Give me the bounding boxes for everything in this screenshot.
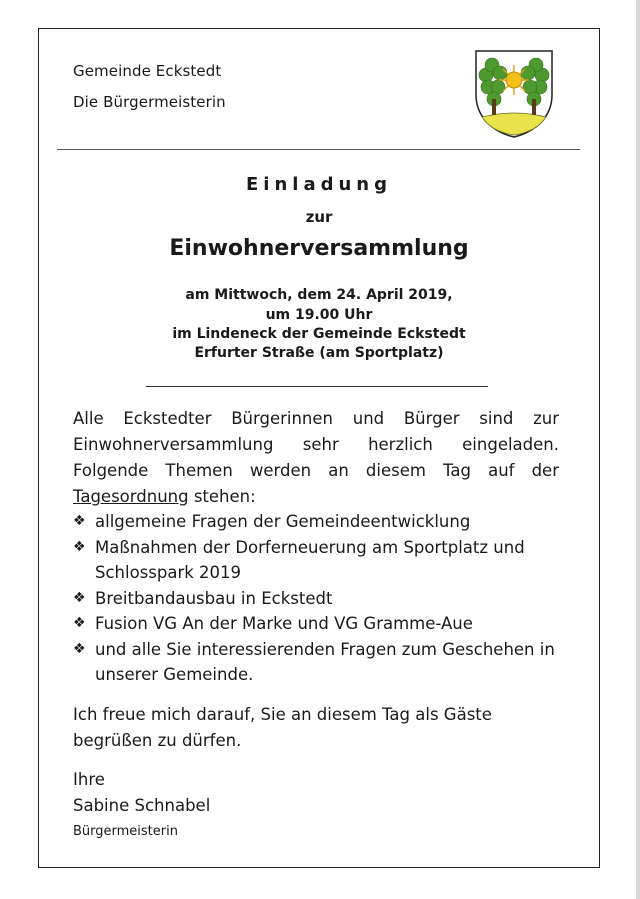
agenda-item xyxy=(73,535,573,586)
diamond-bullet-icon: ❖ xyxy=(73,640,86,657)
header-divider xyxy=(57,149,580,150)
event-time: um 19.00 Uhr xyxy=(265,307,373,323)
agenda-item-text: allgemeine Fragen der Gemeindeentwicklung xyxy=(95,512,471,531)
intro-line: Alle Eckstedter Bürgerinnen und Bürger sind zur xyxy=(73,409,559,428)
intro-paragraph xyxy=(73,406,559,510)
signature-role: Bürgermeisterin xyxy=(73,824,178,839)
title-connector: zur xyxy=(305,208,333,226)
municipality-name: Gemeinde Eckstedt xyxy=(73,62,222,80)
diamond-bullet-icon: ❖ xyxy=(73,538,86,555)
diamond-bullet-icon: ❖ xyxy=(73,513,86,529)
signature-name: Sabine Schnabel xyxy=(73,796,211,815)
agenda-list xyxy=(73,509,573,688)
section-divider xyxy=(146,386,488,387)
event-address: Erfurter Straße (am Sportplatz) xyxy=(194,345,444,361)
intro-line: Einwohnerversammlung sehr herzlich eingeladen. xyxy=(73,435,559,454)
office-name: Die Bürgermeisterin xyxy=(73,93,226,111)
intro-line: Folgende Themen werden an diesem Tag auf der xyxy=(73,461,559,480)
diamond-bullet-icon: ❖ xyxy=(73,615,86,631)
agenda-term: Tagesordnung xyxy=(73,487,189,506)
intro-line xyxy=(73,484,559,510)
intro-line-rest: stehen: xyxy=(188,487,256,506)
title-invitation: Einladung xyxy=(246,174,392,195)
agenda-item xyxy=(73,611,573,637)
closing-paragraph: Ich freue mich darauf, Sie an diesem Tag als Gäste begrüßen zu dürfen. xyxy=(73,705,492,750)
event-date: am Mittwoch, dem 24. April 2019, xyxy=(185,287,453,303)
agenda-item-text: Fusion VG An der Marke und VG Gramme-Aue xyxy=(95,614,473,633)
signature-salutation: Ihre xyxy=(73,770,105,789)
agenda-item-text: und alle Sie interessierenden Fragen zum Geschehen in unserer Gemeinde. xyxy=(95,639,555,684)
agenda-item xyxy=(73,586,573,612)
coat-of-arms-icon xyxy=(472,47,556,139)
agenda-item xyxy=(73,637,573,688)
agenda-item-text: Maßnahmen der Dorferneuerung am Sportplatz und Schlosspark 2019 xyxy=(95,537,525,582)
agenda-item xyxy=(73,509,573,535)
agenda-item-text: Breitbandausbau in Eckstedt xyxy=(95,588,333,608)
diamond-bullet-icon: ❖ xyxy=(73,589,86,606)
title-event: Einwohnerversammlung xyxy=(169,236,469,261)
event-venue: im Lindeneck der Gemeinde Eckstedt xyxy=(172,326,466,342)
